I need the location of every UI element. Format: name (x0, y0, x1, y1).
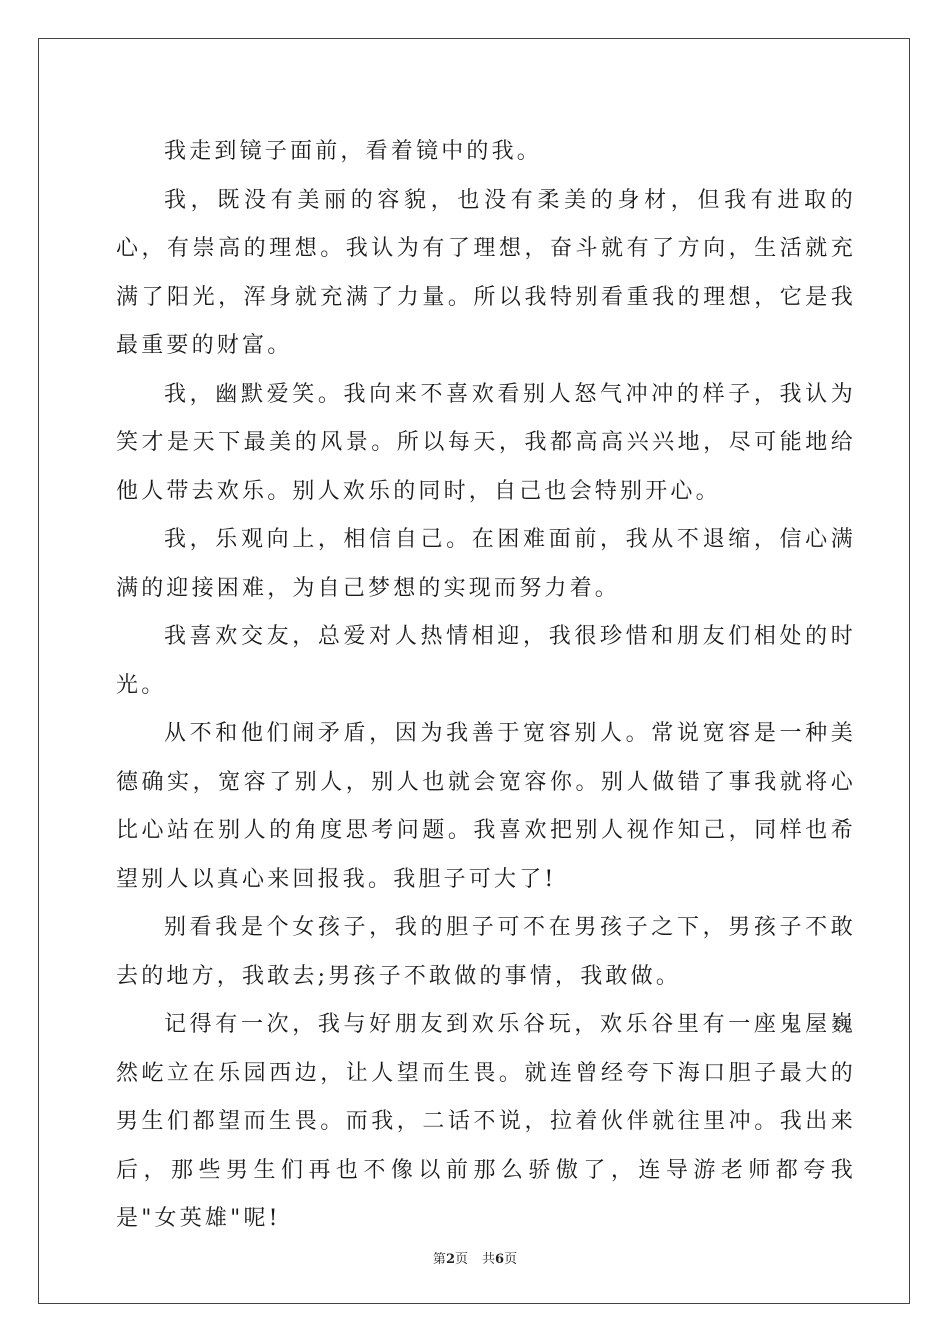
paragraph: 别看我是个女孩子，我的胆子可不在男孩子之下，男孩子不敢去的地方，我敢去;男孩子不敢做的事情，我敢做。 (116, 915, 856, 989)
page-suffix: 页 (454, 1252, 468, 1267)
paragraph: 我，幽默爱笑。我向来不喜欢看别人怒气冲冲的样子，我认为笑才是天下最美的风景。所以每天，我都高高兴兴地，尽可能地给他人带去欢乐。别人欢乐的同时，自己也会特别开心。 (116, 381, 856, 504)
paragraph: 我，既没有美丽的容貌，也没有柔美的身材，但我有进取的心，有崇高的理想。我认为有了理想，奋斗就有了方向，生活就充满了阳光，浑身就充满了力量。所以我特别看重我的理想，它是我最重要的财富。 (116, 187, 856, 358)
page-number: 2 (445, 1252, 455, 1267)
paragraph: 记得有一次，我与好朋友到欢乐谷玩，欢乐谷里有一座鬼屋巍然屹立在乐园西边，让人望而生畏。就连曾经夸下海口胆子最大的男生们都望而生畏。而我，二话不说，拉着伙伴就往里冲。我出来后，那些男生们再也不像以前那么骄傲了，连导游老师都夸我是"女英雄"呢! (116, 1012, 856, 1231)
page-prefix: 第 (432, 1252, 446, 1267)
paragraph: 我，乐观向上，相信自己。在困难面前，我从不退缩，信心满满的迎接困难，为自己梦想的实现而努力着。 (116, 527, 856, 601)
total-prefix: 共 (482, 1252, 496, 1267)
page-footer (0, 1248, 950, 1267)
paragraph: 我走到镜子面前，看着镜中的我。 (164, 139, 543, 164)
paragraph: 从不和他们闹矛盾，因为我善于宽容别人。常说宽容是一种美德确实，宽容了别人，别人也就会宽容你。别人做错了事我就将心比心站在别人的角度思考问题。我喜欢把别人视作知己，同样也希望别人以真心来回报我。我胆子可大了! (116, 721, 856, 892)
total-pages: 6 (495, 1252, 505, 1267)
document-body (116, 128, 856, 1244)
paragraph: 我喜欢交友，总爱对人热情相迎，我很珍惜和朋友们相处的时光。 (116, 624, 856, 698)
total-suffix: 页 (504, 1252, 518, 1267)
